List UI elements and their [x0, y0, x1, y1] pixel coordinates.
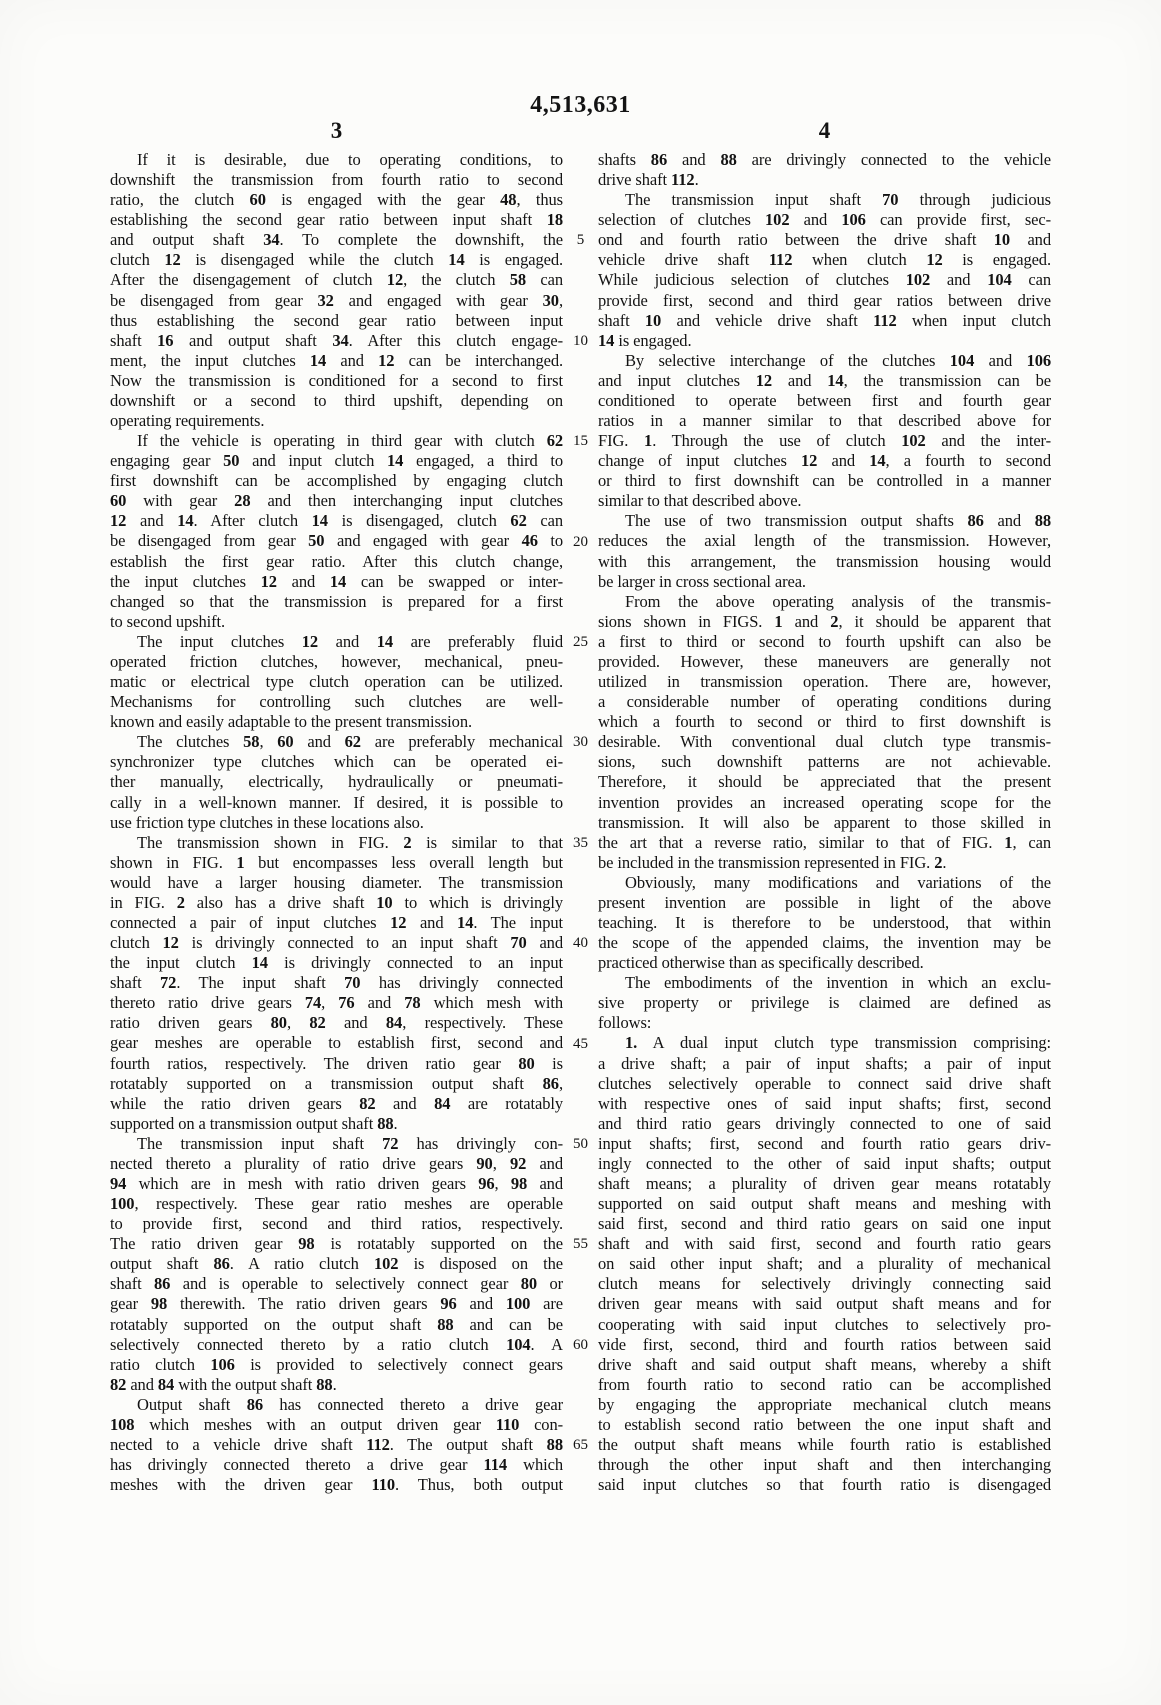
text-line: By selective interchange of the clutches 104 and 106 — [625, 350, 1051, 370]
text-line: conditioned to operate between first and fourth gear — [598, 390, 1051, 410]
paragraph — [110, 732, 563, 832]
text-line: practiced otherwise than as specifically described. — [598, 953, 924, 973]
text-line: follows: — [598, 1013, 652, 1033]
text-line: clutch 12 is disengaged while the clutch 14 is engaged. — [110, 250, 563, 270]
text-line: said input clutches so that fourth ratio is disengaged — [598, 1475, 1051, 1495]
text-line: selectively connected thereto by a ratio clutch 104. A — [110, 1334, 563, 1354]
text-line: and third ratio gears drivingly connected to one of said — [598, 1113, 1051, 1133]
text-line: be disengaged from gear 32 and engaged with gear 30, — [110, 290, 563, 310]
paragraph — [110, 1395, 563, 1495]
text-line: to establish second ratio between the one input shaft and — [598, 1414, 1051, 1434]
text-line: shaft and with said first, second and fourth ratio gears — [598, 1234, 1051, 1254]
text-line: a drive shaft; a pair of input shafts; a pair of input — [598, 1053, 1051, 1073]
column-left — [110, 118, 563, 1495]
text-line: would have a larger housing diameter. The transmission — [110, 872, 563, 892]
text-line: provide first, second and third gear ratios between drive — [598, 290, 1051, 310]
text-line: The transmission shown in FIG. 2 is similar to that — [137, 832, 563, 852]
text-line: matic or electrical type clutch operation can be utilized. — [110, 672, 563, 692]
text-line: has drivingly connected thereto a drive gear 114 which — [110, 1455, 563, 1475]
line-number: 15 — [573, 433, 588, 450]
text-line: and output shaft 34. To complete the downshift, the — [110, 230, 563, 250]
text-line: a first to third or second to fourth upshift can also be — [598, 631, 1051, 651]
line-number: 65 — [573, 1437, 588, 1454]
text-line: the scope of the appended claims, the invention may be — [598, 933, 1051, 953]
text-line: clutches selectively operable to connect said drive shaft — [598, 1073, 1051, 1093]
paragraph — [110, 833, 563, 1134]
text-line: known and easily adaptable to the present transmission. — [110, 712, 472, 732]
text-line: 14 is engaged. — [598, 330, 692, 350]
text-line: vehicle drive shaft 112 when clutch 12 is engaged. — [598, 250, 1051, 270]
text-line: provided. However, these maneuvers are generally not — [598, 651, 1051, 671]
text-line: operated friction clutches, however, mechanical, pneu- — [110, 651, 563, 671]
text-line: the output shaft means while fourth ratio is established — [598, 1435, 1051, 1454]
text-line: first downshift can be accomplished by engaging clutch — [110, 471, 563, 491]
text-line: be larger in cross sectional area. — [598, 571, 806, 591]
text-line: Mechanisms for controlling such clutches are well- — [110, 692, 563, 712]
text-line: input shafts; first, second and fourth ratio gears driv- — [598, 1133, 1051, 1153]
text-line: present invention are possible in light of the above — [598, 892, 1051, 912]
paragraph — [598, 190, 1051, 351]
column-number-right: 4 — [818, 118, 831, 143]
text-line: shaft means; a plurality of driven gear means rotatably — [598, 1173, 1051, 1193]
text-line: teaching. It is therefore to be understood, that within — [598, 912, 1051, 932]
text-line: Output shaft 86 has connected thereto a drive gear — [137, 1394, 563, 1414]
text-line: gear 98 therewith. The ratio driven gears 96 and 100 are — [110, 1294, 563, 1314]
paragraph — [110, 150, 563, 431]
text-line: If it is desirable, due to operating conditions, to — [137, 150, 563, 169]
text-line: clutch 12 is drivingly connected to an input shaft 70 and — [110, 933, 563, 953]
column-right — [598, 118, 1051, 1495]
text-line: on said other input shaft; and a plurality of mechanical — [598, 1254, 1051, 1274]
text-line: rotatably supported on a transmission output shaft 86, — [110, 1073, 563, 1093]
text-line: a considerable number of operating conditions during — [598, 692, 1051, 712]
text-line: gear meshes are operable to establish first, second and — [110, 1033, 563, 1053]
text-line: similar to that described above. — [598, 491, 802, 511]
line-number: 25 — [573, 633, 588, 650]
text-line: invention provides an increased operating scope for the — [598, 792, 1051, 812]
text-line: 108 which meshes with an output driven gear 110 con- — [110, 1414, 563, 1434]
text-line: shaft 72. The input shaft 70 has drivingly connected — [110, 973, 563, 993]
text-line: The transmission input shaft 70 through judicious — [625, 190, 1051, 210]
text-line: fourth ratios, respectively. The driven ratio gear 80 is — [110, 1053, 563, 1073]
text-line: shaft 10 and vehicle drive shaft 112 when input clutch — [598, 310, 1051, 330]
text-line: 60 with gear 28 and then interchanging input clutches — [110, 491, 563, 511]
column-number-left: 3 — [330, 118, 343, 143]
text-line: 1. A dual input clutch type transmission comprising: — [625, 1033, 1051, 1053]
text-line: be included in the transmission represented in FIG. 2. — [598, 852, 947, 872]
line-number: 50 — [573, 1135, 588, 1152]
line-number-gutter — [563, 118, 598, 1495]
line-number: 35 — [573, 834, 588, 851]
line-number: 40 — [573, 935, 588, 952]
text-line: which a fourth to second or third to first downshift is — [598, 712, 1051, 732]
text-line: ratio clutch 106 is provided to selectively connect gears — [110, 1354, 563, 1374]
text-line: sive property or privilege is claimed are defined as — [598, 993, 1051, 1013]
text-line: operating requirements. — [110, 411, 265, 431]
text-line: shaft 16 and output shaft 34. After this clutch engage- — [110, 330, 563, 350]
text-line: synchronizer type clutches which can be operated ei- — [110, 752, 563, 772]
column-body-left — [110, 150, 563, 1495]
paragraph — [110, 632, 563, 732]
line-number: 60 — [573, 1336, 588, 1353]
text-line: the art that a reverse ratio, similar to that of FIG. 1, can — [598, 832, 1051, 852]
text-line: to provide first, second and third ratios, respectively. — [110, 1214, 563, 1234]
text-line: change of input clutches 12 and 14, a fourth to second — [598, 451, 1051, 471]
patent-number: 4,513,631 — [530, 92, 631, 118]
column-body-right — [598, 150, 1051, 1495]
text-line: If the vehicle is operating in third gear with clutch 62 — [137, 431, 563, 451]
text-line: ond and fourth ratio between the drive shaft 10 and — [598, 230, 1051, 250]
text-line: The transmission input shaft 72 has drivingly con- — [137, 1133, 563, 1153]
paragraph — [598, 973, 1051, 1033]
text-line: shaft 86 and is operable to selectively connect gear 80 or — [110, 1274, 563, 1294]
text-line: thus establishing the second gear ratio between input — [110, 310, 563, 330]
text-line: From the above operating analysis of the transmis- — [625, 591, 1051, 611]
text-line: engaging gear 50 and input clutch 14 engaged, a third to — [110, 451, 563, 471]
text-line: 82 and 84 with the output shaft 88. — [110, 1374, 337, 1394]
text-line: with respective ones of said input shafts; first, second — [598, 1093, 1051, 1113]
text-line: to second upshift. — [110, 611, 226, 631]
line-number: 30 — [573, 734, 588, 751]
text-line: cooperating with said input clutches to selectively pro- — [598, 1314, 1051, 1334]
line-number: 5 — [576, 232, 585, 249]
text-line: ingly connected to the other of said input shafts; output — [598, 1153, 1051, 1173]
text-line: 12 and 14. After clutch 14 is disengaged, clutch 62 can — [110, 511, 563, 531]
text-line: by engaging the appropriate mechanical clutch means — [598, 1394, 1051, 1414]
text-line: said first, second and third ratio gears on said one input — [598, 1214, 1051, 1234]
text-line: clutch means for selectively drivingly connecting said — [598, 1274, 1051, 1294]
paragraph — [110, 431, 563, 632]
text-line: utilized in transmission operation. There are, however, — [598, 672, 1051, 692]
text-line: nected to a vehicle drive shaft 112. The output shaft 88 — [110, 1435, 563, 1454]
text-line: the input clutches 12 and 14 can be swapped or inter- — [110, 571, 563, 591]
text-line: be disengaged from gear 50 and engaged with gear 46 to — [110, 531, 563, 551]
text-line: ment, the input clutches 14 and 12 can be interchanged. — [110, 350, 563, 370]
text-line: from fourth ratio to second ratio can be accomplished — [598, 1374, 1051, 1394]
text-line: drive shaft 112. — [598, 170, 699, 190]
text-line: the input clutch 14 is drivingly connected to an input — [110, 953, 563, 973]
text-line: Therefore, it should be appreciated that the present — [598, 772, 1051, 792]
text-line: drive shaft and said output shaft means, whereby a shift — [598, 1354, 1051, 1374]
text-line: sions shown in FIGS. 1 and 2, it should be apparent that — [598, 611, 1051, 631]
text-line: through the other input shaft and then interchanging — [598, 1455, 1051, 1475]
text-line: ratio, the clutch 60 is engaged with the gear 48, thus — [110, 190, 563, 210]
text-line: establishing the second gear ratio between input shaft 18 — [110, 210, 563, 230]
text-line: The embodiments of the invention in which an exclu- — [625, 973, 1051, 993]
text-line: 100, respectively. These gear ratio meshes are operable — [110, 1194, 563, 1214]
text-line: The use of two transmission output shafts 86 and 88 — [625, 511, 1051, 531]
text-line: and input clutches 12 and 14, the transmission can be — [598, 370, 1051, 390]
text-line: use friction type clutches in these locations also. — [110, 812, 424, 832]
text-line: meshes with the driven gear 110. Thus, both output — [110, 1475, 563, 1495]
text-line: output shaft 86. A ratio clutch 102 is disposed on the — [110, 1254, 563, 1274]
text-line: 94 which are in mesh with ratio driven gears 96, 98 and — [110, 1173, 563, 1193]
text-line: while the ratio driven gears 82 and 84 are rotatably — [110, 1093, 563, 1113]
text-line: supported on said output shaft means and meshing with — [598, 1194, 1051, 1214]
line-number: 55 — [573, 1236, 588, 1253]
text-line: The input clutches 12 and 14 are preferably fluid — [137, 631, 563, 651]
text-line: downshift or a second to third upshift, depending on — [110, 390, 563, 410]
text-line: vide first, second, third and fourth ratios between said — [598, 1334, 1051, 1354]
paragraph — [598, 150, 1051, 190]
paragraph — [598, 592, 1051, 873]
text-line: or third to first downshift can be controlled in a manner — [598, 471, 1051, 491]
text-line: cally in a well-known manner. If desired, it is possible to — [110, 792, 563, 812]
text-line: transmission. It will also be apparent to those skilled in — [598, 812, 1051, 832]
text-line: ratio driven gears 80, 82 and 84, respectively. These — [110, 1013, 563, 1033]
line-number: 10 — [573, 332, 588, 349]
line-number: 20 — [573, 533, 588, 550]
text-columns — [110, 118, 1051, 1495]
line-number: 45 — [573, 1035, 588, 1052]
text-line: Now the transmission is conditioned for a second to first — [110, 370, 563, 390]
text-line: desirable. With conventional dual clutch type transmis- — [598, 732, 1051, 752]
text-line: sions, such downshift patterns are not achievable. — [598, 752, 1051, 772]
text-line: supported on a transmission output shaft 88. — [110, 1113, 398, 1133]
text-line: selection of clutches 102 and 106 can provide first, sec- — [598, 210, 1051, 230]
text-line: shown in FIG. 1 but encompasses less overall length but — [110, 852, 563, 872]
text-line: nected thereto a plurality of ratio drive gears 90, 92 and — [110, 1153, 563, 1173]
text-line: reduces the axial length of the transmission. However, — [598, 531, 1051, 551]
text-line: Obviously, many modifications and variations of the — [625, 872, 1051, 892]
paragraph — [598, 1033, 1051, 1495]
paragraph — [110, 1134, 563, 1395]
text-line: FIG. 1. Through the use of clutch 102 and the inter- — [598, 431, 1051, 451]
paragraph — [598, 873, 1051, 973]
text-line: in FIG. 2 also has a drive shaft 10 to which is drivingly — [110, 892, 563, 912]
text-line: changed so that the transmission is prepared for a first — [110, 591, 563, 611]
text-line: driven gear means with said output shaft means and for — [598, 1294, 1051, 1314]
text-line: downshift the transmission from fourth ratio to second — [110, 170, 563, 190]
text-line: ratios in a manner similar to that described above for — [598, 411, 1051, 431]
text-line: establish the first gear ratio. After this clutch change, — [110, 551, 563, 571]
paragraph — [598, 511, 1051, 591]
text-line: The ratio driven gear 98 is rotatably supported on the — [110, 1234, 563, 1254]
text-line: ther manually, electrically, hydraulically or pneumati- — [110, 772, 563, 792]
text-line: The clutches 58, 60 and 62 are preferably mechanical — [137, 732, 563, 752]
text-line: After the disengagement of clutch 12, the clutch 58 can — [110, 270, 563, 290]
text-line: rotatably supported on the output shaft 88 and can be — [110, 1314, 563, 1334]
text-line: thereto ratio drive gears 74, 76 and 78 which mesh with — [110, 993, 563, 1013]
text-line: connected a pair of input clutches 12 and 14. The input — [110, 912, 563, 932]
text-line: While judicious selection of clutches 102 and 104 can — [598, 270, 1051, 290]
text-line: shafts 86 and 88 are drivingly connected to the vehicle — [598, 150, 1051, 169]
paragraph — [598, 351, 1051, 512]
text-line: with this arrangement, the transmission housing would — [598, 551, 1051, 571]
